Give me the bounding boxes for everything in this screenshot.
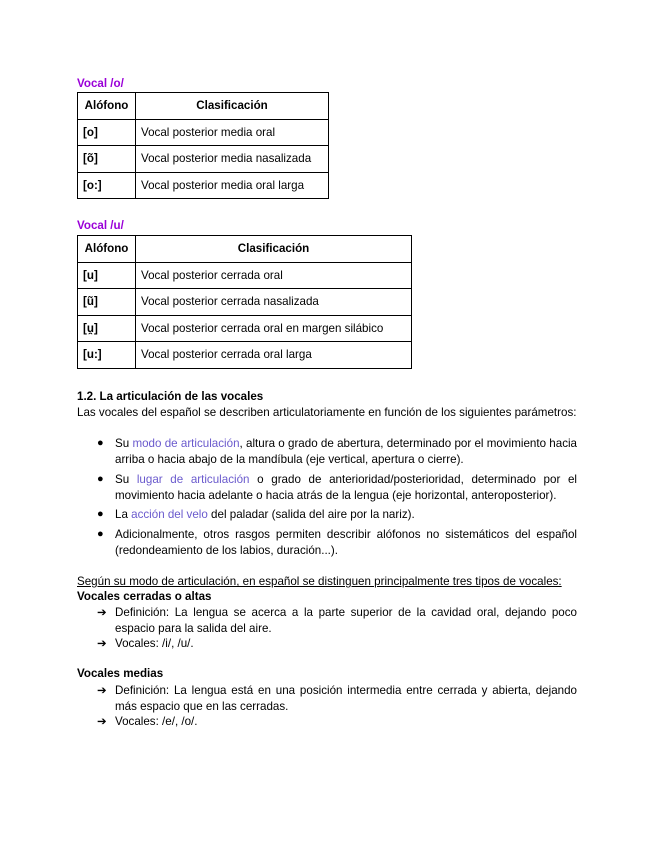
column-header-allophone: Alófono (78, 236, 136, 263)
allophone-cell: [u] (78, 262, 136, 289)
bullet-text: Adicionalmente, otros rasgos permiten describir alófonos no sistemáticos del español (redondeamiento de los labios, duración...). (115, 528, 577, 557)
bullet-icon: ● (97, 528, 104, 540)
types-intro: Según su modo de articulación, en español se distinguen principalmente tres tipos de vocales: (77, 575, 562, 588)
vocal-u-table (77, 235, 412, 369)
table-row (78, 146, 329, 173)
bullet-icon: ● (97, 437, 104, 449)
examples-text: Vocales: /i/, /u/. (115, 637, 194, 650)
arrow-right-icon: ➔ (97, 684, 107, 697)
list-item (97, 527, 577, 558)
list-item (97, 636, 577, 652)
table-row (78, 262, 412, 289)
list-item (97, 436, 578, 467)
term-highlight: acción del velo (131, 508, 208, 521)
section-intro: Las vocales del español se describen articulatoriamente en función de los siguientes parámetros: (77, 406, 577, 419)
list-item (97, 472, 577, 503)
table-row (78, 342, 412, 369)
classification-cell: Vocal posterior cerrada oral larga (136, 342, 412, 369)
section-title: 1.2. La articulación de las vocales (77, 390, 264, 403)
allophone-cell: [o] (78, 119, 136, 146)
column-header-classification: Clasificación (136, 93, 329, 120)
allophone-cell: [u̯] (78, 315, 136, 342)
table-row (78, 119, 329, 146)
table-header-row (78, 236, 412, 263)
vocal-o-table (77, 92, 329, 199)
arrow-right-icon: ➔ (97, 606, 107, 619)
vocal-u-label: Vocal /u/ (77, 219, 124, 232)
list-item (97, 507, 577, 523)
column-header-classification: Clasificación (136, 236, 412, 263)
column-header-allophone: Alófono (78, 93, 136, 120)
allophone-cell: [õ] (78, 146, 136, 173)
allophone-cell: [o:] (78, 172, 136, 199)
table-header-row (78, 93, 329, 120)
definition-text: Definición: La lengua está en una posición intermedia entre cerrada y abierta, dejando más espacio que en las cerradas. (115, 684, 577, 713)
term-highlight: lugar de articulación (136, 473, 250, 486)
bullet-prefix: Su (115, 437, 133, 450)
arrow-right-icon: ➔ (97, 715, 107, 728)
examples-text: Vocales: /e/, /o/. (115, 715, 198, 728)
bullet-text: o grado de anterioridad/posterioridad, determinado por el movimiento hacia adelante o hacia atrás de la lengua (eje horizontal, anteroposterior). (115, 473, 577, 502)
classification-cell: Vocal posterior media oral (136, 119, 329, 146)
classification-cell: Vocal posterior cerrada nasalizada (136, 289, 412, 316)
group-heading: Vocales medias (77, 667, 164, 680)
bullet-prefix: La (115, 508, 132, 521)
list-item (97, 714, 577, 730)
list-item (97, 683, 577, 714)
table-row (78, 289, 412, 316)
allophone-cell: [ũ] (78, 289, 136, 316)
classification-cell: Vocal posterior media nasalizada (136, 146, 329, 173)
definition-text: Definición: La lengua se acerca a la parte superior de la cavidad oral, dejando poco espacio para la salida del aire. (115, 606, 577, 635)
arrow-right-icon: ➔ (97, 637, 107, 650)
term-highlight: modo de articulación (132, 437, 240, 450)
vocal-o-label: Vocal /o/ (77, 77, 124, 90)
table-row (78, 172, 329, 199)
classification-cell: Vocal posterior media oral larga (136, 172, 329, 199)
list-item (97, 605, 577, 636)
allophone-cell: [u:] (78, 342, 136, 369)
group-heading: Vocales cerradas o altas (77, 590, 212, 603)
table-row (78, 315, 412, 342)
bullet-text: del paladar (salida del aire por la nariz). (207, 508, 415, 521)
bullet-prefix: Su (115, 473, 137, 486)
bullet-icon: ● (97, 473, 104, 485)
classification-cell: Vocal posterior cerrada oral (136, 262, 412, 289)
bullet-text: , altura o grado de abertura, determinado por el movimiento hacia arriba o hacia abajo de la mandíbula (eje vertical, apertura o cierre). (115, 437, 578, 466)
classification-cell: Vocal posterior cerrada oral en margen silábico (136, 315, 412, 342)
bullet-icon: ● (97, 508, 104, 520)
